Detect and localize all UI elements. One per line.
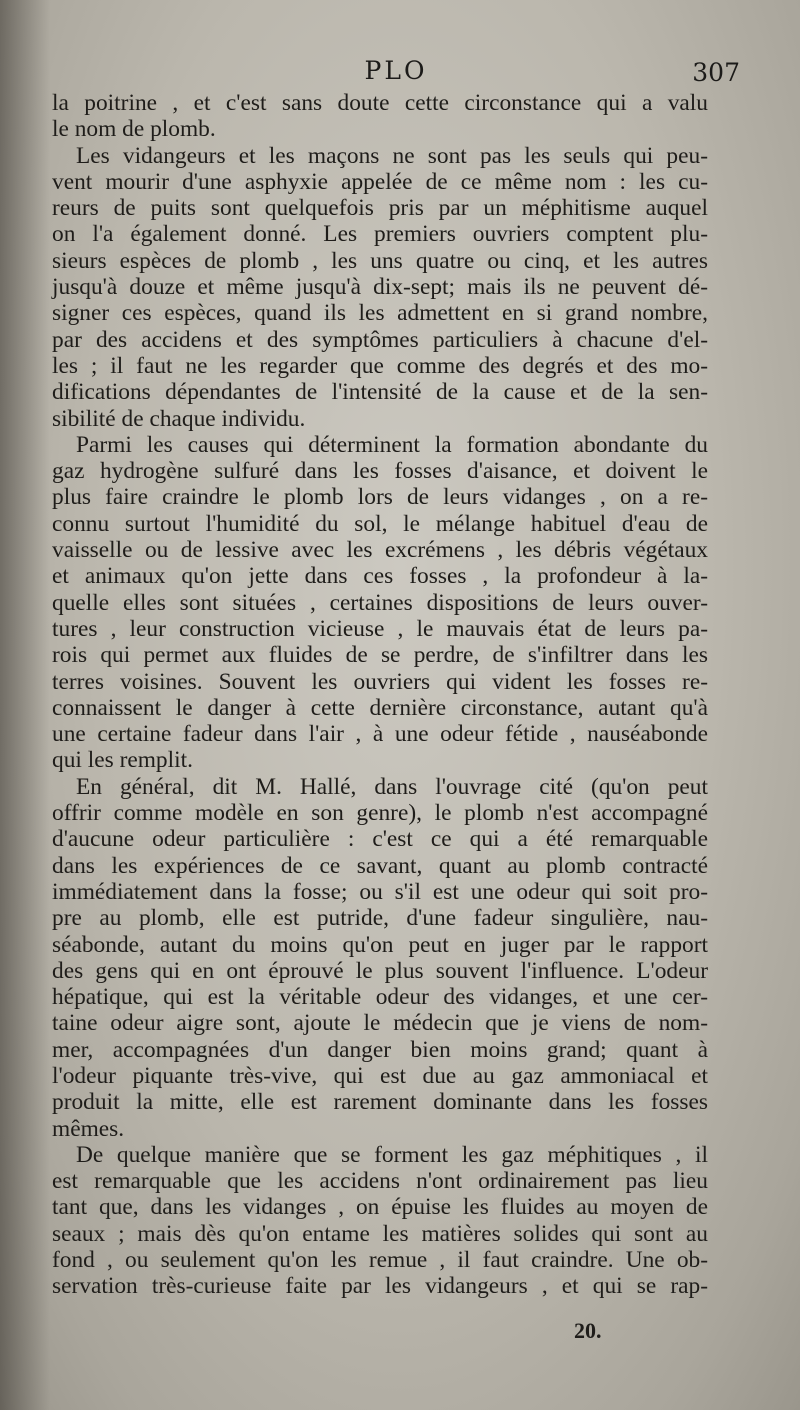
text-line: vent mourir d'une asphyxie appelée de ce même nom : les cu- — [52, 168, 708, 195]
text-line: quelle elles sont situées , certaines dispositions de leurs ouver- — [52, 589, 708, 616]
text-line: hépatique, qui est la véritable odeur des vidanges, et une cer- — [52, 984, 708, 1011]
text-line: offrir comme modèle en son genre), le plomb n'est accompagné — [52, 800, 708, 827]
text-line: servation très-curieuse faite par les vidangeurs , et qui se rap- — [52, 1273, 708, 1300]
text-line: tures , leur construction vicieuse , le mauvais état de leurs pa- — [52, 615, 708, 642]
text-line: produit la mitte, elle est rarement dominante dans les fosses — [52, 1089, 708, 1116]
text-line: plus faire craindre le plomb lors de leurs vidanges , on a re- — [52, 484, 708, 511]
text-line: est remarquable que les accidens n'ont ordinairement pas lieu — [52, 1168, 708, 1195]
text-line: immédiatement dans la fosse; ou s'il est une odeur qui soit pro- — [52, 878, 708, 905]
text-line: difications dépendantes de l'intensité de la cause et de la sen- — [52, 379, 708, 406]
page-number: 307 — [692, 58, 740, 87]
text-line: par des accidens et des symptômes particuliers à chacune d'el- — [52, 326, 708, 353]
text-line: connu surtout l'humidité du sol, le mélange habituel d'eau de — [52, 510, 708, 537]
text-line: vaisselle ou de lessive avec les excrémens , les débris végétaux — [52, 537, 708, 564]
text-line: De quelque manière que se forment les gaz méphitiques , il — [76, 1141, 708, 1168]
text-line: séabonde, autant du moins qu'on peut en juger par le rapport — [52, 931, 708, 958]
text-line: la poitrine , et c'est sans doute cette circonstance qui a valu — [52, 90, 708, 116]
text-line: connaissent le danger à cette dernière circonstance, autant qu'à — [52, 694, 708, 721]
text-line: reurs de puits sont quelquefois pris par un méphitisme auquel — [52, 195, 708, 222]
text-line: jusqu'à douze et même jusqu'à dix-sept; mais ils ne peuvent dé- — [52, 274, 708, 301]
text-line: mer, accompagnées d'un danger bien moins grand; quant à — [52, 1036, 708, 1063]
text-line: Parmi les causes qui déterminent la formation abondante du — [76, 431, 708, 458]
text-line: En général, dit M. Hallé, dans l'ouvrage cité (qu'on peut — [76, 773, 708, 800]
text-line: d'aucune odeur particulière : c'est ce qui a été remarquable — [52, 826, 708, 853]
text-line: Les vidangeurs et les maçons ne sont pas les seuls qui peu- — [76, 142, 708, 169]
text-line: et animaux qu'on jette dans ces fosses , la profondeur à la- — [52, 563, 708, 590]
page-header — [52, 56, 740, 90]
text-line: rois qui permet aux fluides de se perdre, de s'infiltrer dans les — [52, 642, 708, 669]
text-line: gaz hydrogène sulfuré dans les fosses d'aisance, et doivent le — [52, 458, 708, 485]
text-line: tant que, dans les vidanges , on épuise les fluides au moyen de — [52, 1194, 708, 1221]
body-text — [52, 90, 708, 1300]
text-line: taine odeur aigre sont, ajoute le médecin que je viens de nom- — [52, 1010, 708, 1037]
text-line: les ; il faut ne les regarder que comme des degrés et des mo- — [52, 352, 708, 379]
text-line: des gens qui en ont éprouvé le plus souvent l'influence. L'odeur — [52, 957, 708, 984]
text-line: seaux ; mais dès qu'on entame les matières solides qui sont au — [52, 1220, 708, 1247]
text-line: signer ces espèces, quand ils les admettent en si grand nombre, — [52, 300, 708, 327]
text-line: l'odeur piquante très-vive, qui est due au gaz ammoniacal et — [52, 1062, 708, 1089]
text-line: une certaine fadeur dans l'air , à une odeur fétide , nauséabonde — [52, 721, 708, 748]
text-line: sibilité de chaque individu. — [52, 405, 306, 432]
text-line: le nom de plomb. — [52, 116, 216, 143]
text-line: mêmes. — [52, 1115, 125, 1142]
text-line: fond , ou seulement qu'on les remue , il faut craindre. Une ob- — [52, 1247, 708, 1274]
text-line: sieurs espèces de plomb , les uns quatre ou cinq, et les autres — [52, 247, 708, 274]
running-head: PLO — [364, 56, 428, 85]
text-line: terres voisines. Souvent les ouvriers qui vident les fosses re- — [52, 668, 708, 695]
text-line: on l'a également donné. Les premiers ouvriers comptent plu- — [52, 221, 708, 248]
text-line: pre au plomb, elle est putride, d'une fadeur singulière, nau- — [52, 905, 708, 932]
signature-mark: 20. — [574, 1318, 602, 1343]
text-line: qui les remplit. — [52, 747, 193, 774]
text-line: dans les expériences de ce savant, quant au plomb contracté — [52, 852, 708, 879]
